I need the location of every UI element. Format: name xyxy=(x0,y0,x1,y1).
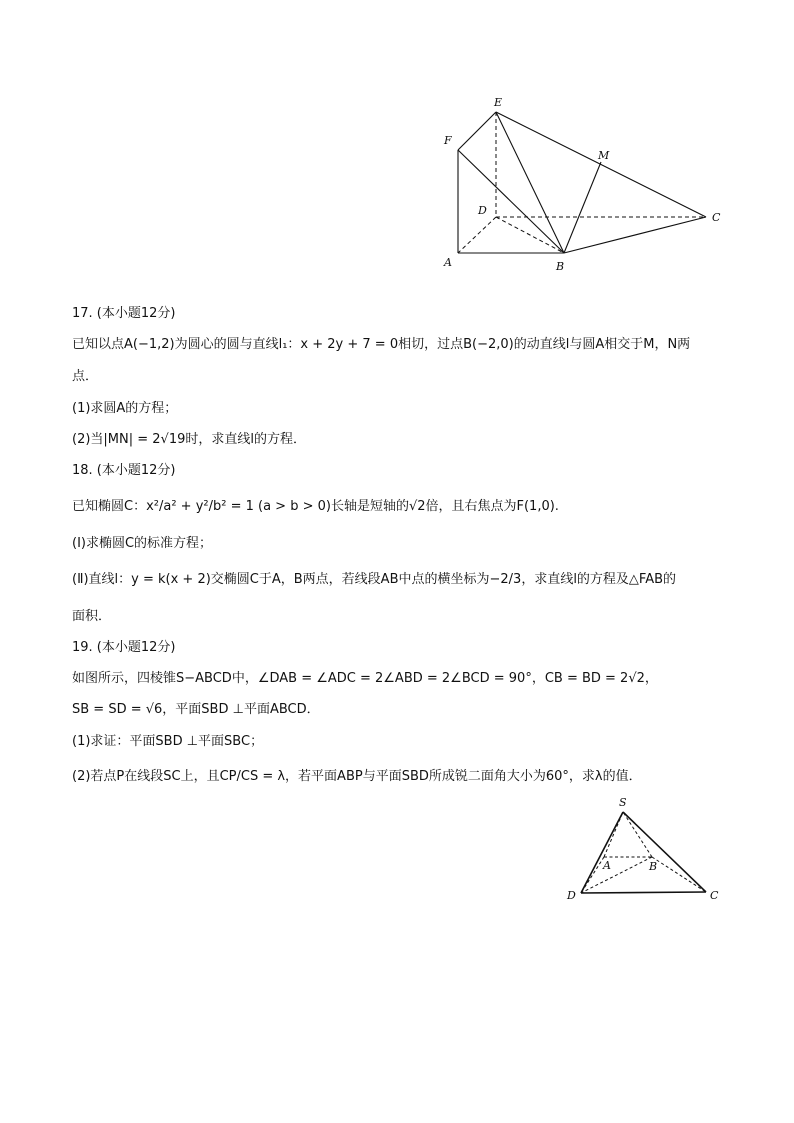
label-C: C xyxy=(712,211,721,224)
label-M: M xyxy=(598,149,610,162)
label-D: D xyxy=(567,889,576,902)
q19-part2: (2)若点P在线段SC上，且CP/CS = λ，若平面ABP与平面SBD所成锐二面角大小为60°，求λ的值． xyxy=(72,769,642,784)
q17-stem-line2: 点． xyxy=(72,369,99,384)
q19-stem-line1: 如图所示，四棱锥S−ABCD中，∠DAB = ∠ADC = 2∠ABD = 2∠BCD = 90°，CB = BD = 2√2， xyxy=(72,671,658,686)
figure-polyhedron xyxy=(430,90,730,275)
q18-part2-line1: (Ⅱ)直线l：y = k(x + 2)交椭圆C于A，B两点，若线段AB中点的横坐标为−2/3，求直线l的方程及△FAB的 xyxy=(72,572,677,587)
q19-part1: (1)求证：平面SBD ⊥平面SBC； xyxy=(72,734,264,749)
label-B: B xyxy=(556,260,565,273)
figure-pyramid xyxy=(560,792,730,907)
q19-stem-line2: SB = SD = √6，平面SBD ⊥平面ABCD． xyxy=(72,702,320,717)
label-B: B xyxy=(649,860,658,873)
label-F: F xyxy=(444,134,452,147)
label-C: C xyxy=(710,889,719,902)
q17-part2: (2)当|MN| = 2√19时，求直线l的方程． xyxy=(72,432,306,447)
label-A: A xyxy=(444,256,452,269)
label-A: A xyxy=(603,859,611,872)
q18-header: 18. (本小题12分) xyxy=(72,463,176,478)
label-E: E xyxy=(494,96,503,109)
q18-part1: (Ⅰ)求椭圆C的标准方程； xyxy=(72,536,213,551)
q17-stem-line1: 已知以点A(−1,2)为圆心的圆与直线l₁：x + 2y + 7 = 0相切，过点B(−2,0)的动直线l与圆A相交于M，N两 xyxy=(72,337,691,352)
label-D: D xyxy=(478,204,487,217)
q17-header: 17. (本小题12分) xyxy=(72,306,176,321)
q17-part1: (1)求圆A的方程； xyxy=(72,401,178,416)
q19-header: 19. (本小题12分) xyxy=(72,640,176,655)
q18-part2-line2: 面积． xyxy=(72,609,112,624)
q18-stem: 已知椭圆C：x²/a² + y²/b² = 1 (a > b > 0)长轴是短轴的√2倍，且右焦点为F(1,0). xyxy=(72,499,559,514)
label-S: S xyxy=(619,796,627,809)
